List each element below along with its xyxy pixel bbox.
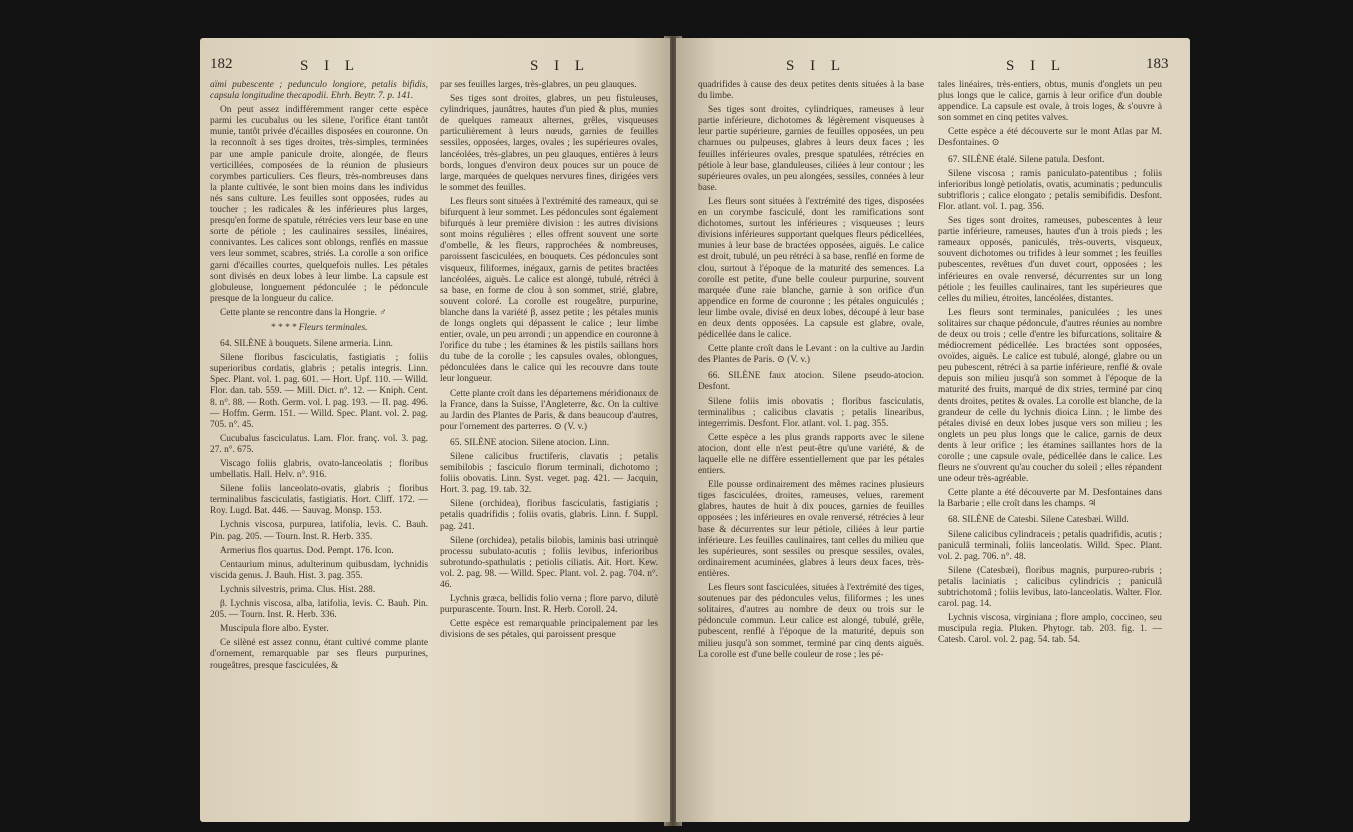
paragraph: Silene (orchidea), petalis bilobis, laminis basi utrinquè processu subulato-acutis ; foliis levibus, inferioribus subrotundo-spathulatis ; petiolis ciliatis. Ait. Hort. Kew. vol. 2. pag. 98. — Willd. Spec. Plant. vol. 2. pag. 704. n°. 46. [440, 535, 658, 591]
paragraph: 67. SILÈNE étalé. Silene patula. Desfont. [948, 154, 1105, 165]
left-running-head-b: S I L [530, 58, 590, 74]
paragraph: Silene (Catesbæi), floribus magnis, purpureo-rubris ; petalis laciniatis ; calicibus cylindricis ; paniculâ subtrichotomâ ; foliis levibus, lato-lanceolatis. Walter. Flor. carol. pag. 14. [938, 565, 1162, 610]
paragraph: aïmi pubescente ; pedunculo longiore, petalis bifidis, capsula longitudine thecapodii. Ehrh. Beytr. 7. p. 141. [210, 80, 428, 102]
paragraph: 65. SILÈNE atocion. Silene atocion. Linn. [450, 437, 610, 448]
paragraph: Cette espèce est remarquable principalement par les divisions de ses pétales, qui paroissent presque [440, 619, 658, 641]
paragraph: Elle pousse ordinairement des mêmes racines plusieurs tiges fasciculées, droites, rameuses, velues, rarement glabres, hautes de huit à dix pouces, garnies de feuilles opposées ; les inférieures en ovale renversé, rétrécies à leur base & décurrentes sur leur pétiole, ciliées à leur partie inférieure. Les feuilles caulinaires, tant celles du milieu que les supérieures, sont sessiles ou presque sessiles, ovales, ordinairement acuminées, glabres à leurs deux faces, très-entières. [698, 480, 924, 579]
paragraph: Centaurium minus, adulterinum quibusdam, lychnidis viscida genus. J. Bauh. Hist. 3. pag. 355. [210, 559, 428, 581]
left-page-column-1 [210, 80, 428, 675]
paragraph: Cucubalus fasciculatus. Lam. Flor. franç. vol. 3. pag. 27. n°. 675. [210, 433, 428, 455]
paragraph: Silene foliis lanceolato-ovatis, glabris ; floribus terminalibus fasciculatis, fastigiatis. Hort. Cliff. 172. — Roy. Lugd. Bat. 446. — Sauvag. Monsp. 153. [210, 484, 428, 517]
paragraph: 66. SILÈNE faux atocion. Silene pseudo-atocion. Desfont. [698, 371, 924, 393]
paragraph: Silene calicibus cylindraceis ; petalis quadrifidis, acutis ; paniculâ terminali, foliis lanceolatis. Willd. Spec. Plant. vol. 2. pag. 706. n°. 48. [938, 529, 1162, 562]
right-running-head-a: S I L [786, 58, 846, 74]
left-running-head-a: S I L [300, 58, 360, 74]
paragraph: Cette plante a été découverte par M. Desfontaines dans la Barbarie ; elle croît dans les champs. ♃ [938, 488, 1162, 510]
paragraph: Cette plante croît dans le Levant : on la cultive au Jardin des Plantes de Paris. ⊙ (V. v.) [698, 344, 924, 366]
right-page-column-1 [698, 80, 924, 664]
left-page-column-2 [440, 80, 658, 645]
paragraph: par ses feuilles larges, très-glabres, un peu glauques. [440, 80, 637, 90]
paragraph: 64. SILÈNE à bouquets. Silene armeria. Linn. [220, 339, 393, 350]
paragraph: Cette plante croît dans les départemens méridionaux de la France, dans la Suisse, l'Angleterre, &c. On la cultive au Jardin des Plantes de Paris, & dans beaucoup d'autres, pour l'ornement des parterres. ⊙ (V. v.) [440, 388, 658, 432]
paragraph: Cette espèce a les plus grands rapports avec le silene atocion, dont elle n'est peut-être qu'une variété, & de laquelle elle ne diffère essentiellement que par les pétales entiers. [698, 432, 924, 477]
paragraph: 68. SILÈNE de Catesbi. Silene Catesbæi. Willd. [948, 515, 1129, 526]
right-running-head-b: S I L [1006, 58, 1066, 74]
paragraph: Muscipula flore albo. Eyster. [220, 624, 329, 635]
paragraph: On peut assez indifféremment ranger cette espèce parmi les cucubalus ou les silene, l'orifice étant tantôt munie, tantôt privée d'écailles disposées en couronne. On la reconnoît à ses tiges droites, très-simples, terminées par une ample panicule droite, alongée, de fleurs verticillées, composées de la réunion de plusieurs corymbes particuliers. Ces fleurs, très-nombreuses dans la plante cultivée, le sont bien moins dans les individus nés sans culture. Les feuilles sont opposées, rudes au toucher ; les radicales & les inférieures plus larges, presqu'en forme de spatule, rétrécies vers leur base en une sorte de pétiole ; les caulinaires sessiles, linéaires, connivantes. Les calices sont oblongs, renflés en massue vers leur sommet, scabres, striés. La corolle a son orifice garni d'écailles courtes, quelquefois nulles. Les pétales sont divisés en deux lobes à leur limbe. La capsule est globuleuse, longuement pédonculée ; le pédoncule presque de la longueur du calice. [210, 105, 428, 304]
right-page-number: 183 [1146, 56, 1169, 72]
paragraph: Les fleurs sont situées à l'extrémité des tiges, disposées en un corymbe fasciculé, dont les ramifications sont dichotomes, surtout les inférieures ; visqueuses ; leurs divisions inférieures supportant quelques fleurs pédicellées, munies à leur base de bractées opposées, aiguës. Le calice est droit, tubulé, un peu rétréci à sa base, renflé en forme de clou, surtout à l'époque de la maturité des semences. La corolle est petite, d'une belle couleur purpurine, souvent marquée d'une raie blanche, garnie à son orifice d'un appendice en forme de couronne ; les pétales onguiculés ; leur limbe ovale, divisé en deux lobes, découpé à leur base en deux dents opposées. La capsule est glabre, ovale, pédicellée dans le calice. [698, 196, 924, 341]
paragraph: Silene foliis imis obovatis ; floribus fasciculatis, terminalibus ; calicibus clavatis ; petalis linearibus, integerrimis. Desfont. Flor. atlant. vol. 1. pag. 355. [698, 396, 924, 429]
paragraph: Armerius flos quartus. Dod. Pempt. 176. Icon. [220, 545, 394, 556]
left-page [200, 38, 670, 822]
paragraph: Silene (orchidea), floribus fasciculatis, fastigiatis ; petalis quadrifidis ; foliis ovatis, glabris. Linn. f. Suppl. pag. 241. [440, 499, 658, 532]
paragraph: Les fleurs sont fasciculées, situées à l'extrémité des tiges, soutenues par des pédoncules velus, filiformes ; les unes solitaires, d'autres au nombre de deux ou trois sur le pédoncule commun. Leur calice est alongé, tubulé, grêle, pubescent, renflé à l'époque de la maturité, depuis son milieu jusqu'à son sommet, terminé par cinq dents aiguës. La corolle est d'une belle couleur de rose ; les pé- [698, 583, 924, 660]
paragraph: Lychnis viscosa, purpurea, latifolia, levis. C. Bauh. Pin. pag. 205. — Tourn. Inst. R. Herb. 335. [210, 520, 428, 542]
paragraph: Silene floribus fasciculatis, fastigiatis ; foliis superioribus cordatis, glabris ; petalis integris. Linn. Spec. Plant. vol. 1. pag. 601. — Hort. Upf. 110. — Willd. Flor. dan. tab. 559. — Mill. Dict. n°. 12. — Kniph. Cent. 8. n°. 88. — Roth. Germ. vol. I. pag. 193. — II. pag. 496. — Hoffm. Germ. 151. — Willd. Spec. Plant. vol. 2. pag. 705. n°. 45. [210, 353, 428, 430]
paragraph: Ses tiges sont droites, glabres, un peu fistuleuses, cylindriques, jaunâtres, hautes d'un pied & plus, munies de quelques rameaux alternes, grêles, visqueuses particulièrement à leurs nœuds, garnies de feuilles sessiles, opposées, larges, ovales ; les supérieures ovales, lancéolées, très-glabres, un peu glauques, entières à leurs bords, longues d'environ deux pouces sur un pouce de large, marquées de quelques nervures fines, dirigées vers le sommet des feuilles. [440, 94, 658, 193]
paragraph: Les fleurs sont situées à l'extrémité des rameaux, qui se bifurquent à leur sommet. Les pédoncules sont également bifurqués à leur première division : les autres divisions sont moins régulières ; elles offrent souvent une sorte d'ombelle, & les fleurs, rapprochées & nombreuses, paroissent fasciculées, en bouquets. Ces pédoncules sont visqueux, filiformes, inégaux, garnis de petites bractées lancéolées, aiguës. Le calice est alongé, tubulé, rétréci à sa base, en forme de clou à son sommet, strié, glabre, souvent coloré. La corolle est rougeâtre, purpurine, blanche dans la variété β, assez petite ; les pétales munis de longs onglets qui dépassent le calice ; leur limbe entier, ovale, un peu arrondi ; un appendice en couronne à l'orifice du tube ; les étamines & les pistils saillans hors du tube de la corolle ; les capsules ovales, oblongues, pédonculées dans le calice qui les recouvre dans toute leur longueur. [440, 196, 658, 385]
left-page-number: 182 [210, 56, 233, 72]
paragraph: Cette plante se rencontre dans la Hongrie. ♂ [220, 307, 387, 318]
paragraph: quadrifides à cause des deux petites dents situées à la base du limbe. [698, 80, 924, 102]
right-page-column-2 [938, 80, 1162, 650]
paragraph: Viscago foliis glabris, ovato-lanceolatis ; floribus umbellatis. Hall. Helv. n°. 916. [210, 459, 428, 481]
paragraph: Ses tiges sont droites, cylindriques, rameuses à leur partie inférieure, dichotomes & légèrement visqueuses à leur partie supérieure, garnies de feuilles opposées, un peu charnues ou pulpeuses, glabres à leurs deux faces ; les feuilles inférieures ovales, presque spatulées, rétrécies en pétiole à leur base, glanduleuses, ciliées à leur contour ; les supérieures ovales, un peu alongées, sessiles, connées à leur base. [698, 105, 924, 193]
paragraph: Silene calicibus fructiferis, clavatis ; petalis semibilobis ; fasciculo florum terminali, dichotomo ; foliis obovatis. Linn. Syst. veget. pag. 421. — Jacquin, Hort. 3. pag. 19. tab. 32. [440, 452, 658, 496]
paragraph: Cette espèce a été découverte sur le mont Atlas par M. Desfontaines. ⊙ [938, 127, 1162, 149]
paragraph: tales linéaires, très-entiers, obtus, munis d'onglets un peu plus longs que le calice, garnis à leur orifice d'un double appendice. La capsule est ovale, à trois loges, & s'ouvre à son sommet en cinq petites valves. [938, 80, 1162, 124]
right-page [676, 38, 1190, 822]
paragraph: Ce silèné est assez connu, étant cultivé comme plante d'ornement, remarquable par ses fleurs purpurines, rougeâtres, presque fasciculées, & [210, 638, 428, 671]
paragraph: Lychnis græca, bellidis folio verna ; flore parvo, dilutè purpurascente. Tourn. Inst. R. Herb. Coroll. 24. [440, 594, 658, 616]
paragraph: Lychnis silvestris, prima. Clus. Hist. 288. [220, 584, 376, 595]
paragraph: Silene viscosa ; ramis paniculato-patentibus ; foliis inferioribus longè petiolatis, ovatis, acuminatis ; pedunculis subtrifloris ; calice elongato ; petalis semibifidis. Desfont. Flor. atlant. vol. 1. pag. 356. [938, 168, 1162, 212]
paragraph: Ses tiges sont droites, rameuses, pubescentes à leur partie inférieure, rameuses, hautes d'un à trois pieds ; les rameaux opposés, paniculés, très-ouverts, visqueux, souvent dichotomes ou trifides à leur sommet ; les feuilles pubescentes, revêtues d'un duvet court, opposées ; les inférieures en ovale renversé, décurrentes sur un long pétiole ; les feuilles caulinaires, tant les supérieures que celles du milieu, étroites, lancéolées, distantes. [938, 216, 1162, 304]
paragraph: * * * * Fleurs terminales. [270, 322, 368, 333]
paragraph: Les fleurs sont terminales, paniculées ; les unes solitaires sur chaque pédoncule, d'autres réunies au nombre de deux ou trois ; celle d'entre les bifurcations, solitaire & médiocrement pédicellée. Les bractées sont opposées, ovoïdes, aiguës. Le calice est tubulé, alongé, glabre ou un peu pubescent, rétréci à sa partie inférieure, renflé & ovale depuis son milieu jusqu'à son sommet à l'époque de la maturité des fruits, marqué de dix stries, terminé par cinq dents droites, petites & ovales. La corolle est blanche, de la grandeur de celle du lychnis dioica Linn. ; le limbe des pétales divisé en deux lobes jusque vers son milieu ; les onglets un peu plus longs que le calice, garnis de deux dents à leur orifice ; les étamines saillantes hors de la corolle ; une capsule ovale, pédicellée dans le calice. Les fleurs ne s'ouvrent qu'au coucher du soleil ; elles répandent une odeur très-agréable. [938, 307, 1162, 485]
paragraph: Lychnis viscosa, virginiana ; flore amplo, coccineo, seu muscipula regia. Pluken. Phytogr. tab. 203. fig. 1. — Catesb. Carol. vol. 2. pag. 54. tab. 54. [938, 613, 1162, 646]
paragraph: β. Lychnis viscosa, alba, latifolia, levis. C. Bauh. Pin. 205. — Tourn. Inst. R. Herb. 336. [210, 599, 428, 621]
